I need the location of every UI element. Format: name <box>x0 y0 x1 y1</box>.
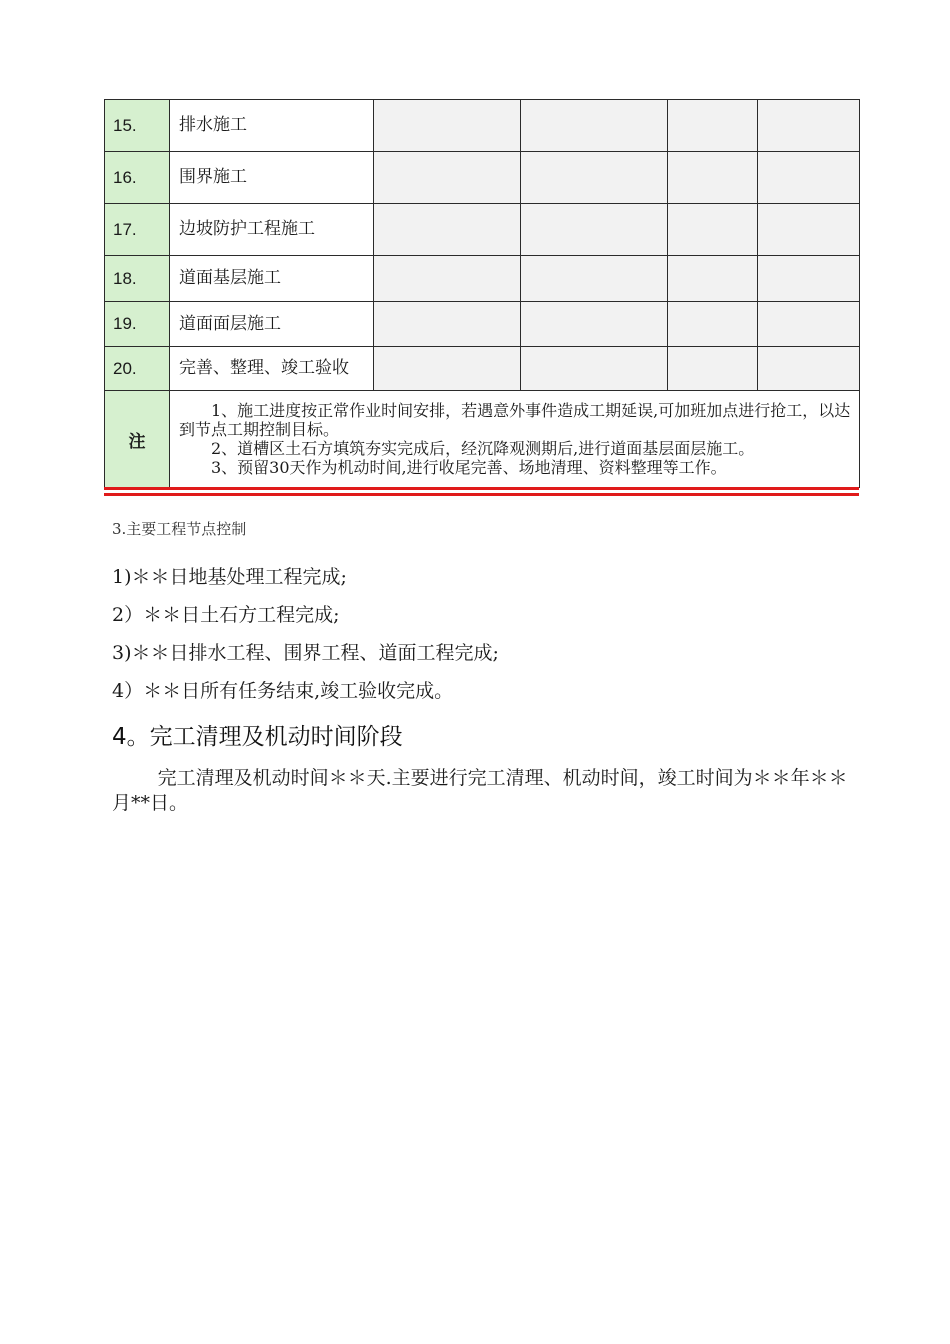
empty-cell <box>374 256 521 302</box>
row-number: 17. <box>105 204 170 256</box>
milestone-item: 1)＊＊日地基处理工程完成; <box>112 566 347 588</box>
row-number: 16. <box>105 152 170 204</box>
section-paragraph: 完工清理及机动时间＊＊天.主要进行完工清理、机动时间，竣工时间为＊＊年＊＊月**日。 <box>112 767 848 814</box>
task-name: 边坡防护工程施工 <box>170 204 374 256</box>
empty-cell <box>521 256 668 302</box>
note-line: 2、道槽区土石方填筑夯实完成后，经沉降观测期后,进行道面基层面层施工。 <box>211 439 755 458</box>
red-divider-top <box>104 487 859 490</box>
table-row <box>105 100 860 152</box>
section-title: 4。完工清理及机动时间阶段 <box>112 724 403 750</box>
empty-cell <box>668 347 758 391</box>
empty-cell <box>521 204 668 256</box>
red-divider-bottom <box>104 493 859 496</box>
empty-cell <box>668 256 758 302</box>
row-number: 15. <box>105 100 170 152</box>
empty-cell <box>668 100 758 152</box>
table-row <box>105 302 860 347</box>
milestone-item: 3)＊＊日排水工程、围界工程、道面工程完成; <box>112 642 499 664</box>
task-name: 道面基层施工 <box>170 256 374 302</box>
empty-cell <box>758 204 860 256</box>
empty-cell <box>668 204 758 256</box>
row-number: 20. <box>105 347 170 391</box>
task-name: 排水施工 <box>170 100 374 152</box>
empty-cell <box>668 302 758 347</box>
row-number: 18. <box>105 256 170 302</box>
empty-cell <box>758 256 860 302</box>
row-number: 19. <box>105 302 170 347</box>
milestone-item: 2）＊＊日土石方工程完成; <box>112 604 340 626</box>
table-row <box>105 152 860 204</box>
table-row <box>105 256 860 302</box>
table-row <box>105 204 860 256</box>
empty-cell <box>374 302 521 347</box>
table-row <box>105 347 860 391</box>
empty-cell <box>758 302 860 347</box>
task-name: 道面面层施工 <box>170 302 374 347</box>
subheading: 3.主要工程节点控制 <box>112 520 247 538</box>
task-name: 完善、整理、竣工验收 <box>170 347 374 391</box>
empty-cell <box>374 347 521 391</box>
empty-cell <box>521 302 668 347</box>
note-label: 注 <box>105 391 170 488</box>
empty-cell <box>374 152 521 204</box>
milestone-item: 4）＊＊日所有任务结束,竣工验收完成。 <box>112 680 454 702</box>
empty-cell <box>521 100 668 152</box>
schedule-table <box>104 99 860 488</box>
empty-cell <box>521 152 668 204</box>
empty-cell <box>668 152 758 204</box>
empty-cell <box>758 100 860 152</box>
note-row <box>105 391 860 488</box>
empty-cell <box>374 100 521 152</box>
note-line: 3、预留30天作为机动时间,进行收尾完善、场地清理、资料整理等工作。 <box>211 458 727 477</box>
empty-cell <box>521 347 668 391</box>
empty-cell <box>374 204 521 256</box>
task-name: 围界施工 <box>170 152 374 204</box>
note-line: 1、施工进度按正常作业时间安排，若遇意外事件造成工期延误,可加班加点进行抢工，以达到节点工期控制目标。 <box>179 401 851 439</box>
empty-cell <box>758 152 860 204</box>
empty-cell <box>758 347 860 391</box>
note-content <box>170 391 860 488</box>
